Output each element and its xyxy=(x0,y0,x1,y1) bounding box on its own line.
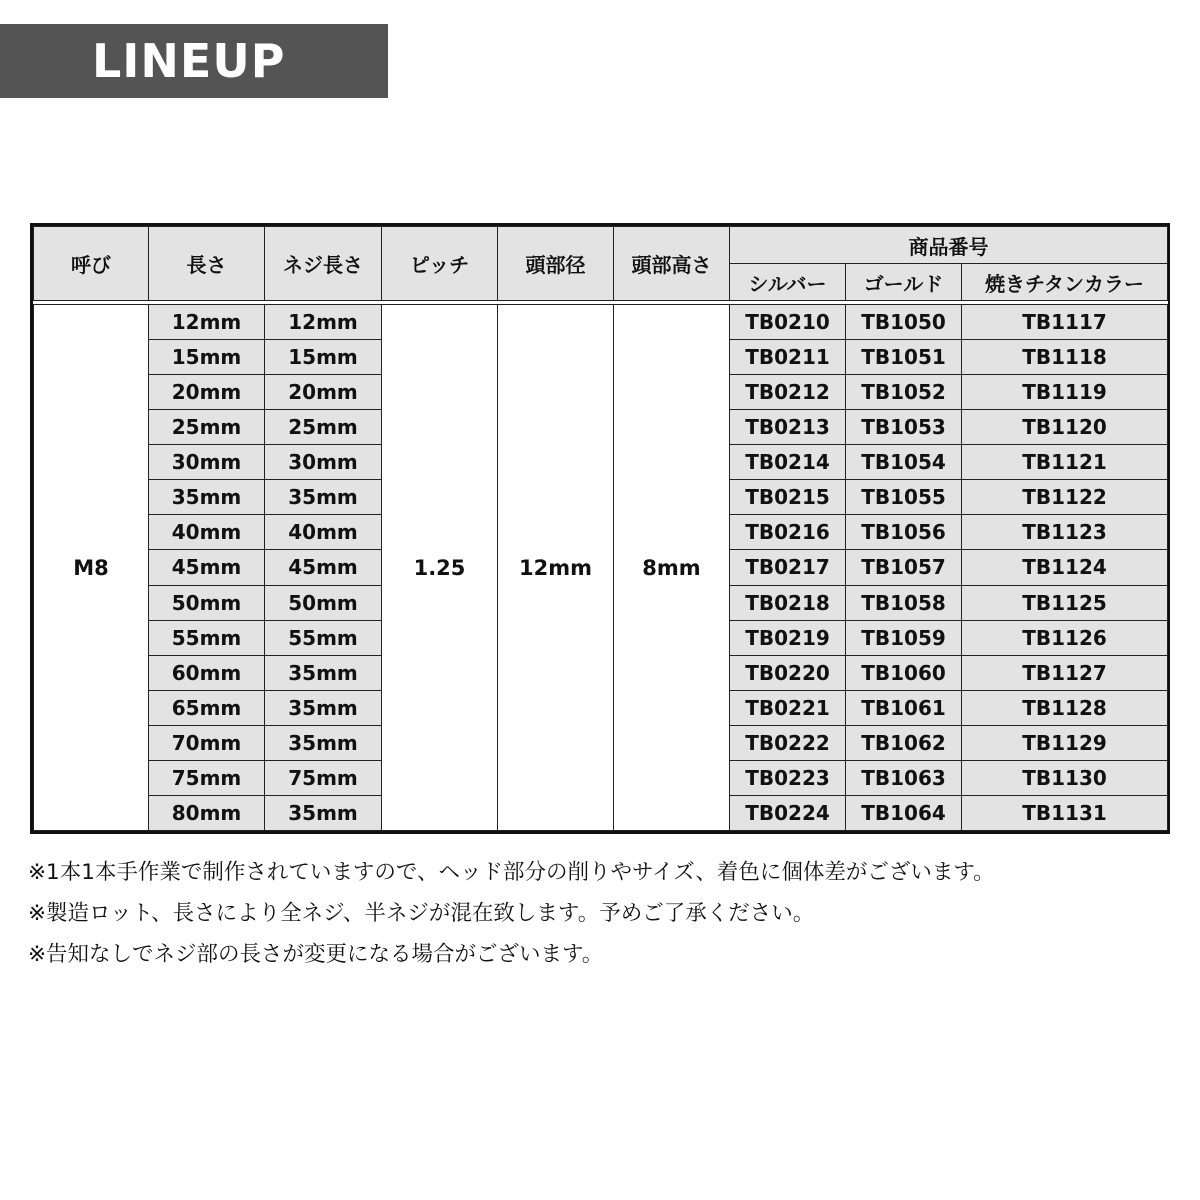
header-pitch: ピッチ xyxy=(382,227,498,301)
cell-silver: TB0220 xyxy=(730,655,846,690)
cell-silver: TB0216 xyxy=(730,515,846,550)
notes xyxy=(28,852,1178,975)
cell-length: 45mm xyxy=(149,550,265,585)
cell-gold: TB1057 xyxy=(846,550,962,585)
header-nominal: 呼び xyxy=(34,227,149,301)
cell-burnt-titanium: TB1120 xyxy=(962,410,1168,445)
cell-length: 70mm xyxy=(149,725,265,760)
cell-gold: TB1061 xyxy=(846,690,962,725)
cell-thread-length: 35mm xyxy=(265,690,382,725)
cell-gold: TB1056 xyxy=(846,515,962,550)
cell-thread-length: 12mm xyxy=(265,305,382,340)
cell-burnt-titanium: TB1127 xyxy=(962,655,1168,690)
note-3: ※告知なしでネジ部の長さが変更になる場合がございます。 xyxy=(28,942,604,967)
cell-silver: TB0218 xyxy=(730,585,846,620)
cell-burnt-titanium: TB1123 xyxy=(962,515,1168,550)
cell-thread-length: 75mm xyxy=(265,760,382,795)
cell-gold: TB1055 xyxy=(846,480,962,515)
cell-thread-length: 25mm xyxy=(265,410,382,445)
cell-burnt-titanium: TB1126 xyxy=(962,620,1168,655)
cell-thread-length: 35mm xyxy=(265,725,382,760)
cell-length: 25mm xyxy=(149,410,265,445)
cell-thread-length: 50mm xyxy=(265,585,382,620)
header-gold: ゴールド xyxy=(846,264,962,301)
cell-burnt-titanium: TB1128 xyxy=(962,690,1168,725)
cell-length: 12mm xyxy=(149,305,265,340)
cell-silver: TB0221 xyxy=(730,690,846,725)
cell-burnt-titanium: TB1124 xyxy=(962,550,1168,585)
header-product-number: 商品番号 xyxy=(730,227,1168,264)
note-1: ※1本1本手作業で制作されていますので、ヘッド部分の削りやサイズ、着色に個体差がございます。 xyxy=(28,860,995,885)
cell-thread-length: 35mm xyxy=(265,655,382,690)
table-body xyxy=(34,305,1168,831)
cell-gold: TB1050 xyxy=(846,305,962,340)
cell-thread-length: 30mm xyxy=(265,445,382,480)
cell-length: 65mm xyxy=(149,690,265,725)
cell-gold: TB1052 xyxy=(846,375,962,410)
header-burnt-titanium: 焼きチタンカラー xyxy=(962,264,1168,301)
cell-thread-length: 20mm xyxy=(265,375,382,410)
cell-length: 35mm xyxy=(149,480,265,515)
cell-silver: TB0217 xyxy=(730,550,846,585)
cell-silver: TB0222 xyxy=(730,725,846,760)
cell-gold: TB1062 xyxy=(846,725,962,760)
lineup-table xyxy=(30,223,1170,834)
cell-length: 50mm xyxy=(149,585,265,620)
cell-thread-length: 35mm xyxy=(265,795,382,830)
cell-burnt-titanium: TB1129 xyxy=(962,725,1168,760)
cell-burnt-titanium: TB1121 xyxy=(962,445,1168,480)
cell-burnt-titanium: TB1117 xyxy=(962,305,1168,340)
cell-gold: TB1063 xyxy=(846,760,962,795)
cell-gold: TB1053 xyxy=(846,410,962,445)
cell-head-height: 8mm xyxy=(614,305,730,831)
cell-head-diameter: 12mm xyxy=(498,305,614,831)
cell-burnt-titanium: TB1119 xyxy=(962,375,1168,410)
header-silver: シルバー xyxy=(730,264,846,301)
cell-gold: TB1054 xyxy=(846,445,962,480)
note-2: ※製造ロット、長さにより全ネジ、半ネジが混在致します。予めご了承ください。 xyxy=(28,901,815,926)
cell-length: 15mm xyxy=(149,340,265,375)
cell-gold: TB1060 xyxy=(846,655,962,690)
header-head-height: 頭部高さ xyxy=(614,227,730,301)
cell-silver: TB0210 xyxy=(730,305,846,340)
cell-silver: TB0214 xyxy=(730,445,846,480)
banner-title: LINEUP xyxy=(92,34,286,88)
cell-length: 40mm xyxy=(149,515,265,550)
cell-burnt-titanium: TB1125 xyxy=(962,585,1168,620)
cell-length: 80mm xyxy=(149,795,265,830)
lineup-banner xyxy=(0,24,388,98)
cell-thread-length: 35mm xyxy=(265,480,382,515)
cell-gold: TB1059 xyxy=(846,620,962,655)
cell-gold: TB1058 xyxy=(846,585,962,620)
cell-burnt-titanium: TB1130 xyxy=(962,760,1168,795)
header-head-diameter: 頭部径 xyxy=(498,227,614,301)
cell-silver: TB0224 xyxy=(730,795,846,830)
cell-pitch: 1.25 xyxy=(382,305,498,831)
header-thread-length: ネジ長さ xyxy=(265,227,382,301)
cell-silver: TB0211 xyxy=(730,340,846,375)
cell-gold: TB1064 xyxy=(846,795,962,830)
table-row xyxy=(34,305,1168,340)
cell-burnt-titanium: TB1118 xyxy=(962,340,1168,375)
cell-length: 20mm xyxy=(149,375,265,410)
cell-length: 60mm xyxy=(149,655,265,690)
cell-length: 30mm xyxy=(149,445,265,480)
cell-thread-length: 40mm xyxy=(265,515,382,550)
cell-silver: TB0215 xyxy=(730,480,846,515)
cell-thread-length: 55mm xyxy=(265,620,382,655)
cell-burnt-titanium: TB1131 xyxy=(962,795,1168,830)
cell-length: 55mm xyxy=(149,620,265,655)
cell-silver: TB0213 xyxy=(730,410,846,445)
cell-nominal: M8 xyxy=(34,305,149,831)
cell-length: 75mm xyxy=(149,760,265,795)
cell-thread-length: 45mm xyxy=(265,550,382,585)
cell-gold: TB1051 xyxy=(846,340,962,375)
cell-burnt-titanium: TB1122 xyxy=(962,480,1168,515)
cell-silver: TB0219 xyxy=(730,620,846,655)
cell-silver: TB0223 xyxy=(730,760,846,795)
spec-table xyxy=(33,226,1168,831)
cell-thread-length: 15mm xyxy=(265,340,382,375)
header-length: 長さ xyxy=(149,227,265,301)
cell-silver: TB0212 xyxy=(730,375,846,410)
